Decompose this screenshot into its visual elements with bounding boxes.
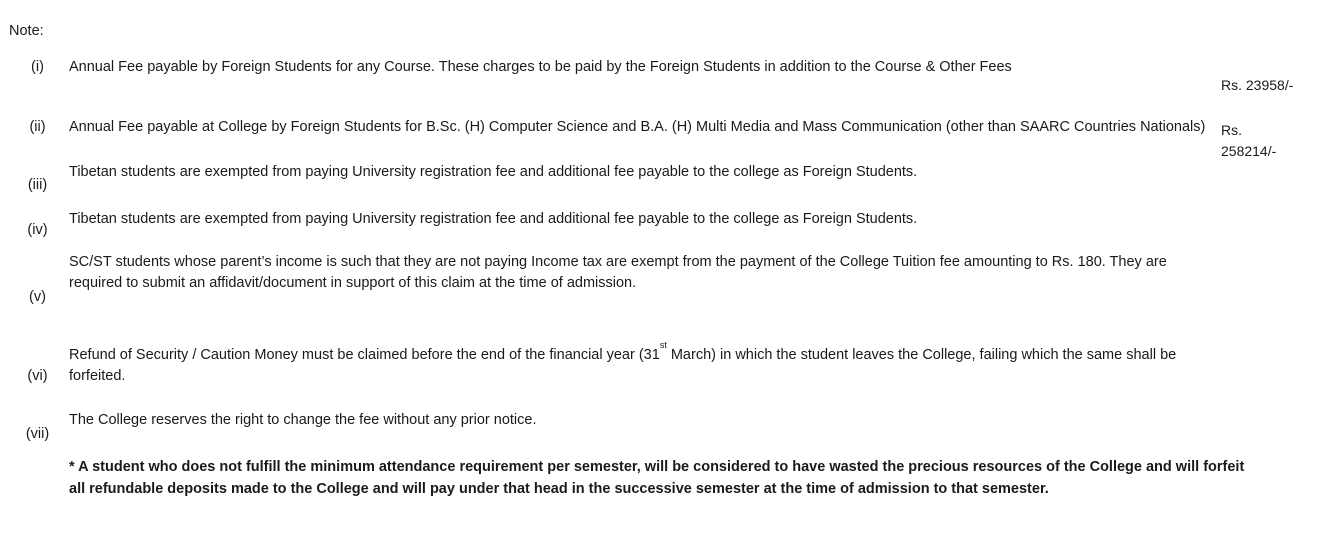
item-number-iv: (iv) — [27, 222, 48, 238]
item-text-vi-part-b: March) in which the student leaves the College, failing which the same shall be — [666, 347, 1177, 363]
item-text-vi-superscript: st — [659, 340, 667, 351]
note-label: Note: — [9, 23, 44, 39]
item-text-vi-line1 — [69, 340, 1177, 363]
fee-amount-i: Rs. 23958/- — [1221, 77, 1294, 93]
item-number-vi: (vi) — [27, 368, 48, 384]
item-text-iv: Tibetan students are exempted from paying University registration fee and additional fee payable to the college as Foreign Students. — [69, 211, 918, 227]
item-text-iii: Tibetan students are exempted from paying University registration fee and additional fee payable to the college as Foreign Students. — [69, 164, 918, 180]
item-number-vii: (vii) — [25, 426, 50, 442]
footnote-line2: all refundable deposits made to the College and will pay under that head in the successive semester at the time of admission to that semester. — [69, 481, 1049, 497]
item-text-vi-part-a: Refund of Security / Caution Money must be claimed before the end of the financial year (31 — [69, 347, 660, 363]
item-number-v: (v) — [29, 289, 46, 305]
item-text-ii: Annual Fee payable at College by Foreign Students for B.Sc. (H) Computer Science and B.A. (H) Multi Media and Mass Communication (other than SAARC Countries Nationals) — [69, 119, 1206, 135]
footnote-line1: * A student who does not fulfill the minimum attendance requirement per semester, will be considered to have wasted the precious resources of the College and will forfeit — [69, 459, 1245, 475]
item-number-i: (i) — [31, 59, 44, 75]
item-text-vii: The College reserves the right to change the fee without any prior notice. — [69, 412, 537, 428]
item-text-v-line1: SC/ST students whose parent’s income is such that they are not paying Income tax are exempt from the payment of the College Tuition fee amounting to Rs. 180. They are — [69, 254, 1167, 270]
fee-amount-ii-line2: 258214/- — [1221, 143, 1277, 159]
fee-amount-ii-line1: Rs. — [1221, 122, 1242, 138]
item-text-v-line2: required to submit an affidavit/document in support of this claim at the time of admission. — [69, 275, 637, 291]
item-text-i: Annual Fee payable by Foreign Students for any Course. These charges to be paid by the Foreign Students in addition to the Course & Other Fees — [69, 59, 1012, 75]
item-text-vi-line2: forfeited. — [69, 368, 126, 384]
item-number-iii: (iii) — [27, 177, 48, 193]
item-number-ii: (ii) — [29, 119, 46, 135]
